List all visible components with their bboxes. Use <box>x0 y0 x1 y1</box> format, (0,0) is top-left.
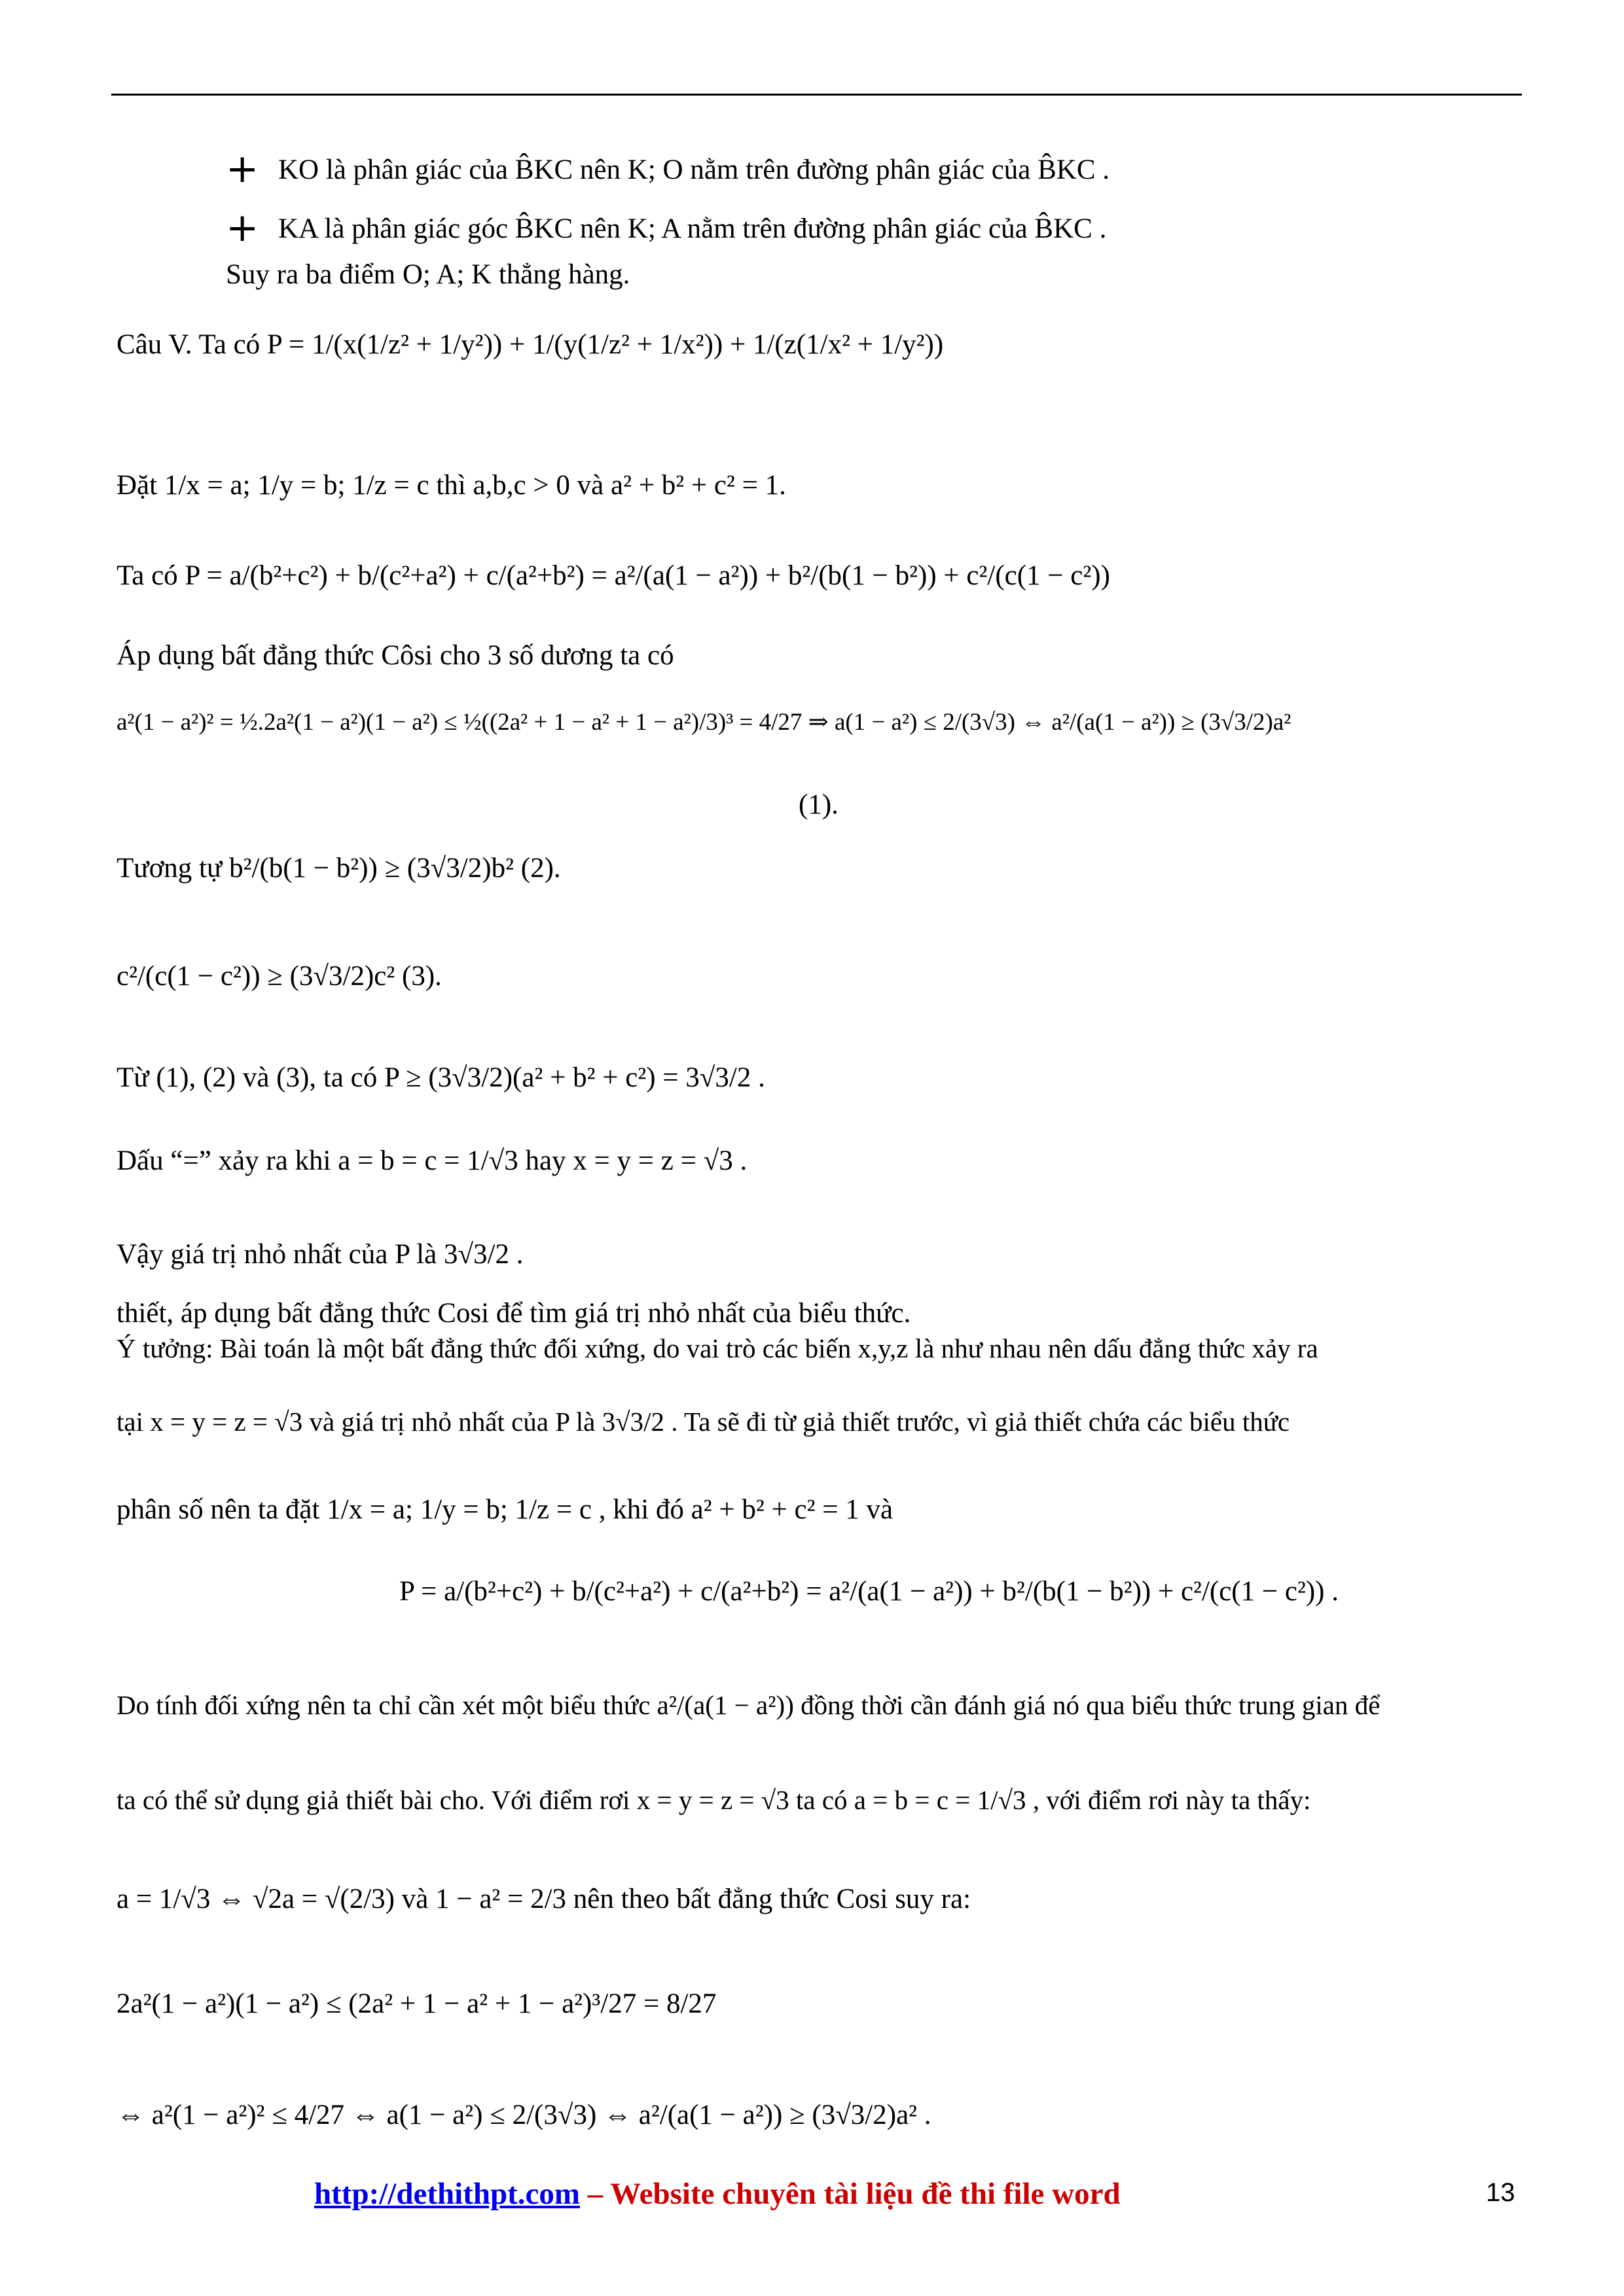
text-line: Suy ra ba điểm O; A; K thẳng hàng. <box>226 259 630 290</box>
website-link[interactable]: http://dethithpt.com <box>314 2177 581 2211</box>
page-number: 13 <box>1486 2178 1515 2207</box>
math-line: a = 1/√3 ⇔ √2a = √(2/3) và 1 − a² = 2/3 nên theo bất đẳng thức Cosi suy ra: <box>117 1884 971 1914</box>
text-line: tại x = y = z = √3 và giá trị nhỏ nhất của P là 3√3/2 . Ta sẽ đi từ giả thiết trước, vì giả thiết chứa các biểu thức <box>117 1407 1290 1437</box>
math-line: Từ (1), (2) và (3), ta có P ≥ (3√3/2)(a² + b² + c²) = 3√3/2 . <box>117 1062 765 1093</box>
math-line: Ta có P = a/(b²+c²) + b/(c²+a²) + c/(a²+b²) = a²/(a(1 − a²)) + b²/(b(1 − b²)) + c²/(c(1 − c²)) <box>117 560 1110 591</box>
text-line: ta có thể sử dụng giả thiết bài cho. Với điểm rơi x = y = z = √3 ta có a = b = c = 1/√3 , với điểm rơi này ta thấy: <box>117 1785 1311 1815</box>
math-line: ⇔ a²(1 − a²)² ≤ 4/27 ⇔ a(1 − a²) ≤ 2/(3√3) ⇔ a²/(a(1 − a²)) ≥ (3√3/2)a² . <box>117 2100 931 2130</box>
bullet-plus-icon: + <box>226 146 259 192</box>
math-line: 2a²(1 − a²)(1 − a²) ≤ (2a² + 1 − a² + 1 − a²)³/27 = 8/27 <box>117 1988 717 2019</box>
footer <box>314 2176 1121 2212</box>
math-line: phân số nên ta đặt 1/x = a; 1/y = b; 1/z = c , khi đó a² + b² + c² = 1 và <box>117 1494 893 1525</box>
text-line: Ý tưởng: Bài toán là một bất đẳng thức đối xứng, do vai trò các biến x,y,z là như nhau nên dấu đẳng thức xảy ra <box>117 1333 1318 1363</box>
header-rule <box>111 94 1522 96</box>
math-line: Tương tự b²/(b(1 − b²)) ≥ (3√3/2)b² (2). <box>117 853 561 884</box>
text-line: KA là phân giác góc B̂KC nên K; A nằm trên đường phân giác của B̂KC . <box>278 213 1107 244</box>
equation-number: (1). <box>799 789 839 820</box>
math-line: P = a/(b²+c²) + b/(c²+a²) + c/(a²+b²) = a²/(a(1 − a²)) + b²/(b(1 − b²)) + c²/(c(1 − c²)) . <box>399 1576 1339 1607</box>
math-line: c²/(c(1 − c²)) ≥ (3√3/2)c² (3). <box>117 961 442 992</box>
math-line: a²(1 − a²)² = ½.2a²(1 − a²)(1 − a²) ≤ ½((2a² + 1 − a² + 1 − a²)/3)³ = 4/27 ⇒ a(1 − a²) ≤ 2/(3√3) ⇔ a²/(a(1 − a²)) ≥ (3√3/2)a² <box>117 709 1291 736</box>
text-line: Áp dụng bất đẳng thức Côsi cho 3 số dương ta có <box>117 640 674 671</box>
math-line: Vậy giá trị nhỏ nhất của P là 3√3/2 . <box>117 1239 524 1270</box>
math-line: Đặt 1/x = a; 1/y = b; 1/z = c thì a,b,c > 0 và a² + b² + c² = 1. <box>117 470 786 501</box>
text-line: Do tính đối xứng nên ta chỉ cần xét một biểu thức a²/(a(1 − a²)) đồng thời cần đánh giá nó qua biểu thức trung gian để <box>117 1690 1380 1720</box>
text-line: thiết, áp dụng bất đẳng thức Cosi để tìm giá trị nhỏ nhất của biểu thức. <box>117 1298 911 1329</box>
text-line: KO là phân giác của B̂KC nên K; O nằm trên đường phân giác của B̂KC . <box>278 154 1110 185</box>
math-line: Dấu “=” xảy ra khi a = b = c = 1/√3 hay x = y = z = √3 . <box>117 1145 748 1176</box>
math-line: Câu V. Ta có P = 1/(x(1/z² + 1/y²)) + 1/(y(1/z² + 1/x²)) + 1/(z(1/x² + 1/y²)) <box>117 329 944 360</box>
footer-tagline: – Website chuyên tài liệu đề thi file word <box>580 2177 1121 2211</box>
bullet-plus-icon: + <box>226 205 259 251</box>
